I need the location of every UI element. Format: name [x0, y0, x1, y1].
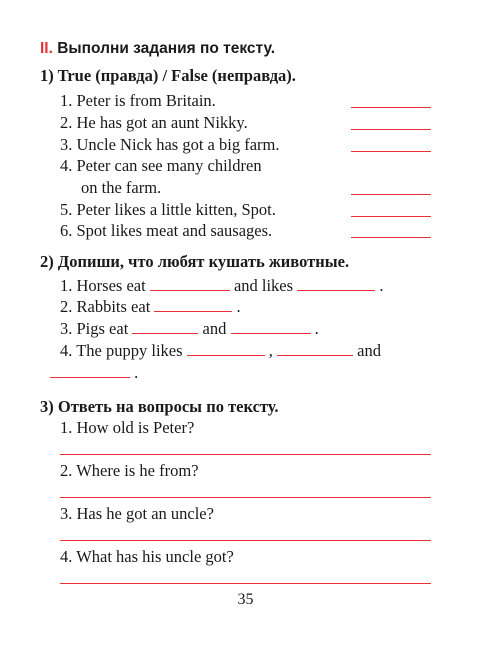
- task-header: [40, 40, 275, 58]
- s2-blank-3[interactable]: [154, 297, 232, 312]
- s2-blank-4[interactable]: [132, 319, 198, 334]
- s1-answer-line-2[interactable]: [351, 129, 431, 130]
- section-1-title: 1) True (правда) / False (неправда).: [40, 66, 296, 85]
- s1-item-4-cont: on the farm.: [81, 178, 162, 197]
- s2-line-2-text-b: .: [236, 297, 241, 316]
- s3-question-1: 1. How old is Peter?: [60, 418, 195, 437]
- s2-line-1: [60, 276, 383, 296]
- s2-line-3-text-b: and: [202, 319, 227, 338]
- task-title: Выполни задания по тексту.: [57, 40, 276, 57]
- s2-line-4-text-a: 4. The puppy likes: [60, 341, 183, 360]
- s2-line-4-text-c: and: [357, 341, 381, 360]
- s1-item-2: 2. He has got an aunt Nikky.: [60, 113, 248, 132]
- s2-line-5-text: .: [134, 363, 139, 382]
- s2-line-3: [60, 319, 319, 339]
- s3-answer-line-1[interactable]: [60, 454, 431, 455]
- s1-item-5: 5. Peter likes a little kitten, Spot.: [60, 200, 276, 219]
- s1-answer-line-6[interactable]: [351, 237, 431, 238]
- s2-blank-8[interactable]: [50, 363, 130, 378]
- s2-line-1-text-b: and likes: [233, 276, 294, 295]
- s2-blank-2[interactable]: [297, 276, 375, 291]
- roman-numeral: II.: [40, 40, 53, 57]
- s3-answer-line-4[interactable]: [60, 583, 431, 584]
- s3-question-2: 2. Where is he from?: [60, 461, 199, 480]
- s2-line-3-text-a: 3. Pigs eat: [60, 319, 129, 338]
- s1-answer-line-1[interactable]: [351, 107, 431, 108]
- s2-line-4: [60, 341, 381, 361]
- s1-answer-line-3[interactable]: [351, 151, 431, 152]
- s1-item-1: 1. Peter is from Britain.: [60, 91, 216, 110]
- s3-question-4: 4. What has his uncle got?: [60, 547, 234, 566]
- s1-item-3: 3. Uncle Nick has got a big farm.: [60, 135, 280, 154]
- s2-blank-6[interactable]: [187, 341, 265, 356]
- s2-blank-5[interactable]: [231, 319, 311, 334]
- s2-line-4-text-b: ,: [268, 341, 273, 360]
- s3-answer-line-2[interactable]: [60, 497, 431, 498]
- s2-line-3-text-c: .: [314, 319, 319, 338]
- s2-line-1-text-a: 1. Horses eat: [60, 276, 146, 295]
- s2-line-2-text-a: 2. Rabbits eat: [60, 297, 151, 316]
- s1-item-6: 6. Spot likes meat and sausages.: [60, 221, 273, 240]
- s1-answer-line-4[interactable]: [351, 194, 431, 195]
- s2-line-1-text-c: .: [379, 276, 384, 295]
- s2-line-2: [60, 297, 241, 317]
- s3-answer-line-3[interactable]: [60, 540, 431, 541]
- s2-blank-1[interactable]: [150, 276, 230, 291]
- s1-item-4: 4. Peter can see many children: [60, 156, 262, 175]
- section-3-title: 3) Ответь на вопросы по тексту.: [40, 397, 279, 416]
- section-2-title: 2) Допиши, что любят кушать животные.: [40, 252, 350, 271]
- s3-question-3: 3. Has he got an uncle?: [60, 504, 214, 523]
- s2-line-5: [50, 363, 138, 383]
- s2-blank-7[interactable]: [277, 341, 353, 356]
- s1-answer-line-5[interactable]: [351, 216, 431, 217]
- page-number: 35: [237, 591, 254, 608]
